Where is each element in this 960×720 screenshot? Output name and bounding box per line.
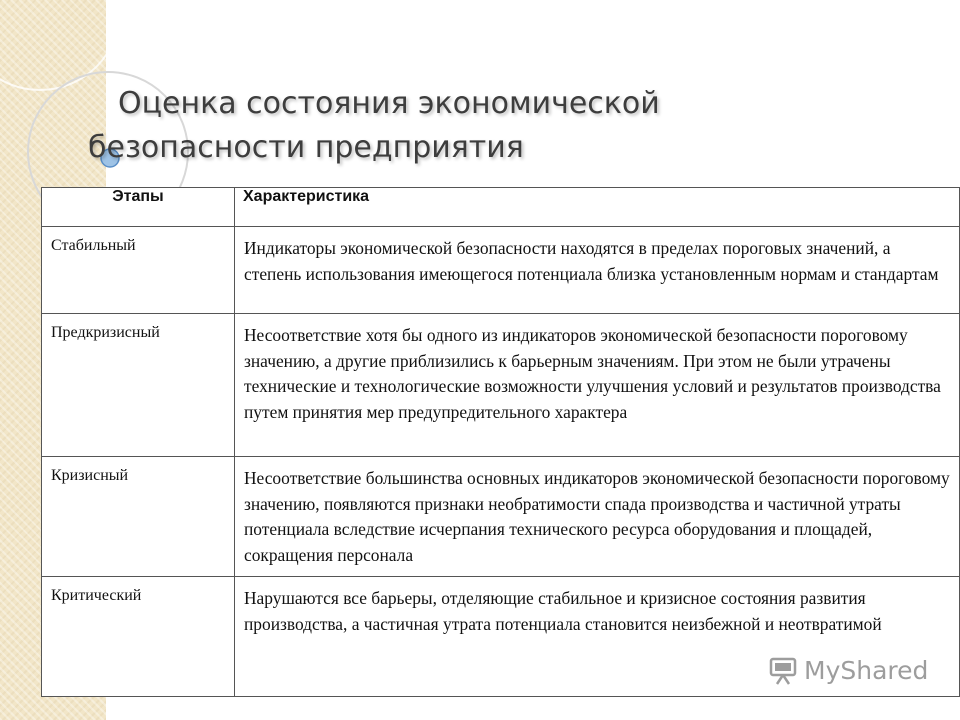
header-stage: Этапы	[42, 188, 235, 227]
description-cell: Несоответствие большинства основных индикаторов экономической безопасности пороговому значению, появляются признаки необратимости спада производства и частичной утраты потенциала вследствие исчерпания технического ресурса оборудования и площадей, сокращения персонала	[235, 457, 960, 577]
table-header-row	[42, 188, 960, 227]
stage-cell: Кризисный	[42, 457, 235, 577]
watermark	[768, 656, 928, 685]
stage-cell: Предкризисный	[42, 314, 235, 457]
title-line-2: безопасности предприятия	[88, 130, 524, 165]
table-row	[42, 314, 960, 457]
presentation-board-icon	[768, 657, 798, 685]
stages-table	[41, 187, 960, 697]
stage-cell: Критический	[42, 577, 235, 697]
description-cell: Индикаторы экономической безопасности находятся в пределах пороговых значений, а степень использования имеющегося потенциала близка установленным нормам и стандартам	[235, 227, 960, 314]
description-cell: Несоответствие хотя бы одного из индикаторов экономической безопасности пороговому значению, а другие приблизились к барьерным значениям. При этом не были утрачены технические и технологические возможности улучшения условий и результатов производства путем принятия мер предупредительного характера	[235, 314, 960, 457]
header-description: Характеристика	[235, 188, 960, 227]
watermark-text: MyShared	[804, 656, 929, 685]
title-line-1: Оценка состояния экономической	[118, 86, 660, 121]
table-row	[42, 457, 960, 577]
stage-cell: Стабильный	[42, 227, 235, 314]
page-title	[88, 82, 888, 170]
table-row	[42, 227, 960, 314]
description-cell: Нарушаются все барьеры, отделяющие стабильное и кризисное состояния развития производства, а частичная утрата потенциала становится неизбежной и неотвратимой	[235, 577, 960, 697]
